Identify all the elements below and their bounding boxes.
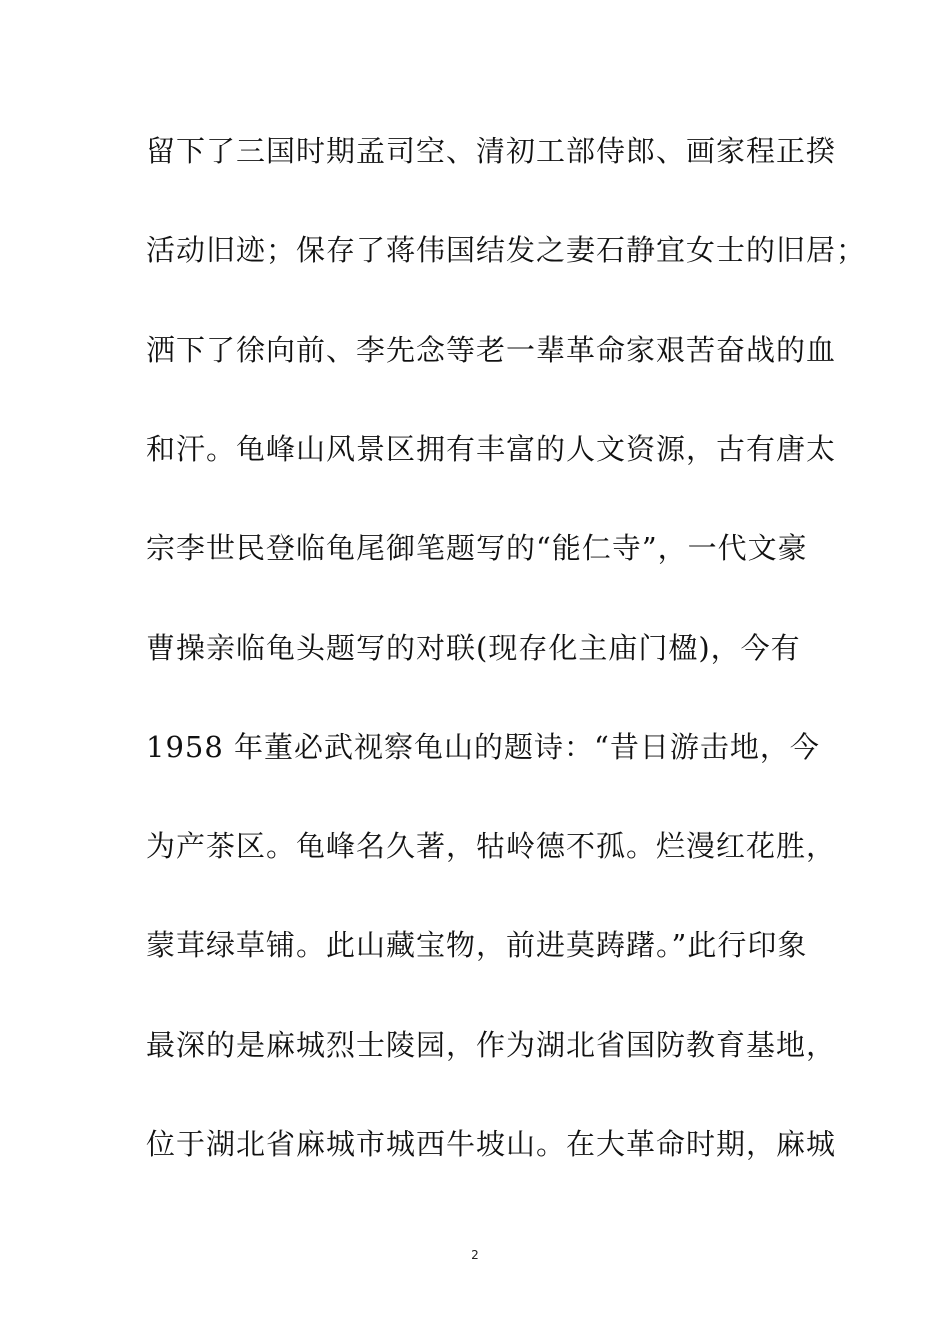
text-line-5: 宗李世民登临龟尾御笔题写的“能仁寺”，一代文豪 [146, 531, 808, 565]
text-line-8: 为产茶区。龟峰名久著，牯岭德不孤。烂漫红花胜， [146, 829, 837, 863]
text-line-7: 1958 年董必武视察龟山的题诗：“昔日游击地，今 [146, 730, 820, 764]
text-line-11: 位于湖北省麻城市城西牛坡山。在大革命时期，麻城 [146, 1127, 837, 1161]
page-number: 2 [471, 1248, 479, 1262]
text-line-9: 蒙茸绿草铺。此山藏宝物，前进莫踌躇。”此行印象 [146, 928, 808, 962]
text-line-3: 洒下了徐向前、李先念等老一辈革命家艰苦奋战的血 [146, 333, 837, 367]
text-line-1: 留下了三国时期孟司空、清初工部侍郎、画家程正揆 [146, 134, 837, 168]
text-line-10: 最深的是麻城烈士陵园，作为湖北省国防教育基地， [146, 1028, 837, 1062]
text-line-6: 曹操亲临龟头题写的对联(现存化主庙门楹)，今有 [146, 631, 801, 665]
text-line-4: 和汗。龟峰山风景区拥有丰富的人文资源，古有唐太 [146, 432, 837, 466]
text-line-2: 活动旧迹；保存了蒋伟国结发之妻石静宜女士的旧居； [146, 233, 867, 267]
